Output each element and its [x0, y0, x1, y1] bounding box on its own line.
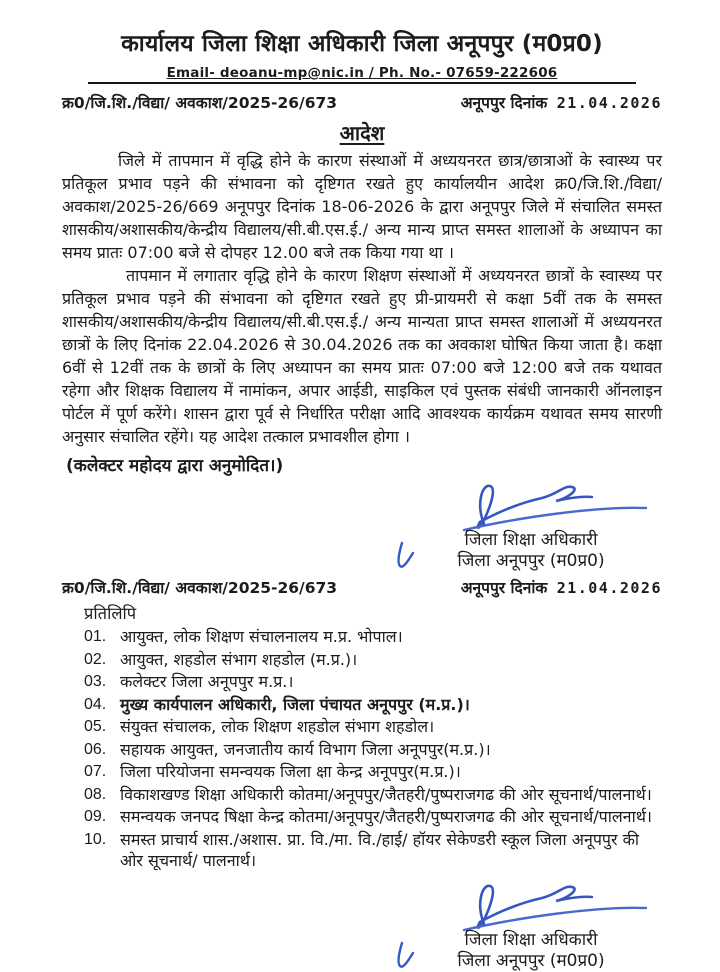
copies-heading: प्रतिलिपि: [84, 604, 137, 623]
collector-approval-note: (कलेक्टर महोदय द्वारा अनुमोदित।): [66, 456, 284, 476]
date-top: 21.04.2026: [556, 94, 662, 112]
place-label-top: अनूपपुर दिनांक: [460, 94, 548, 112]
list-item: [62, 739, 662, 761]
order-heading: आदेश: [339, 121, 385, 145]
order-paragraph-2: तापमान में लगातार वृद्धि होने के कारण शिक्षण संस्थाओं में अध्ययनरत छात्रों के स्वास्थ्य पर प्रतिकूल प्रभाव पड़ने की संभावना को दृष्टिगत रखते हुए प्री-प्रायमरी से कक्षा 5वीं तक के समस्त शासकीय/अशासकीय/केन्द्रीय विद्यालय/सी.बी.एस.ई./ अन्य मान्यता प्राप्त समस्त शालाओं में अध्ययनरत छात्रों के लिए दिनांक 22.04.2026 से 30.04.2026 तक का अवकाश घोषित किया जाता है। कक्षा 6वीं से 12वीं तक के छात्रों के लिए अध्यापन का समय प्रातः 07:00 बजे 12:00 बजे तक यथावत रहेगा और शिक्षक विद्यालय में नामांकन, अपार आईडी, साइकिल एवं पुस्तक संबंधी जानकारी ऑनलाइन पोर्टल में पूर्ण करेंगे। शासन द्वारा पूर्व से निर्धारित परीक्षा आदि आवश्यक कार्यक्रम यथावत समय सारणी अनुसार संचालित रहेंगे। यह आदेश तत्काल प्रभावशील होगा ।: [62, 266, 662, 446]
signatory-office-wrap: [406, 951, 656, 972]
list-item-text: आयुक्त, शहडोल संभाग शहडोल (म.प्र.)।: [120, 649, 358, 669]
place-label-bottom: अनूपपुर दिनांक: [460, 579, 548, 597]
list-item-text: आयुक्त, लोक शिक्षण संचालनालय म.प्र. भोपाल।: [120, 627, 403, 646]
list-item-number: 06.: [84, 740, 107, 758]
list-item: [62, 806, 662, 828]
header-rule: [88, 62, 636, 84]
list-item-text: समस्त प्राचार्य शास./अशास. प्रा. वि./मा. वि./हाई/ हॉयर सेकेण्डरी स्कूल जिला अनूपपुर की ओर सूचनार्थ/ पालनार्थ।: [120, 829, 640, 870]
signatory-office: जिला अनूपपुर (म0प्र0): [457, 950, 605, 971]
list-item: [62, 649, 662, 671]
list-item-number: 02.: [84, 650, 107, 668]
place-date-bottom: [461, 576, 662, 598]
list-item-text: संयुक्त संचालक, लोक शिक्षण शहडोल संभाग शहडोल।: [120, 717, 435, 736]
list-item-number: 10.: [84, 830, 107, 848]
list-item-text: समन्वयक जनपद षिक्षा केन्द्र कोतमा/अनूपपुर/जैतहरी/पुष्पराजगढ की ओर सूचनार्थ/पालनार्थ।: [120, 807, 652, 826]
list-item-number: 07.: [84, 763, 107, 780]
list-item-number: 01.: [84, 628, 107, 645]
list-item-text: कलेक्टर जिला अनूपपुर म.प्र.।: [120, 672, 294, 691]
signatory-office-wrap: [406, 551, 656, 572]
list-item-text: मुख्य कार्यपालन अधिकारी, जिला पंचायत अनूपपुर (म.प्र.)।: [120, 694, 470, 714]
reference-row-bottom: [62, 576, 662, 598]
copies-list: [62, 626, 662, 872]
signature-block-bottom: [406, 878, 656, 972]
list-item: [62, 761, 662, 783]
signatory-office: जिला अनूपपुर (म0प्र0): [457, 551, 605, 571]
list-item-text: विकाशखण्ड शिक्षा अधिकारी कोतमा/अनूपपुर/जैतहरी/पुष्पराजगढ की ओर सूचनार्थ/पालनार्थ।: [120, 784, 652, 804]
contact-line: Email- deoanu-mp@nic.in / Ph. No.- 07659-222606: [166, 65, 558, 81]
date-bottom: 21.04.2026: [556, 579, 662, 597]
list-item-text: सहायक आयुक्त, जनजातीय कार्य विभाग जिला अनूपपुर(म.प्र.)।: [120, 739, 491, 759]
signatory-designation: जिला शिक्षा अधिकारी: [464, 530, 598, 550]
list-item: [62, 716, 662, 738]
list-item: [62, 626, 662, 648]
list-item: [62, 694, 662, 716]
list-item-number: 09.: [84, 808, 107, 825]
reference-number-top: क्र0/जि.शि./विद्या/ अवकाश/2025-26/673: [62, 94, 338, 112]
reference-number-bottom: क्र0/जि.शि./विद्या/ अवकाश/2025-26/673: [62, 579, 338, 597]
signature-scribble-icon: [406, 878, 656, 936]
list-item-text: जिला परियोजना समन्वयक जिला क्षा केन्द्र अनूपपुर(म.प्र.)।: [120, 762, 461, 781]
signature-scribble-icon: [406, 478, 656, 536]
signature-flourish-icon: [392, 941, 416, 971]
reference-row-top: [62, 91, 662, 113]
office-title: कार्यालय जिला शिक्षा अधिकारी जिला अनूपपुर (म0प्र0): [121, 31, 603, 57]
list-item: [62, 784, 662, 806]
signature-flourish-icon: [392, 541, 416, 571]
list-item-number: 03.: [84, 673, 107, 690]
order-paragraph-1: जिले में तापमान में वृद्धि होने के कारण संस्थाओं में अध्ययनरत छात्र/छात्राओं के स्वास्थ्य पर प्रतिकूल प्रभाव पड़ने की संभावना को दृष्टिगत रखते हुए कार्यालयीन आदेश क्र0/जि.शि./विद्या/ अवकाश/2025-26/669 अनूपपुर दिनांक 18-06-2026 के द्वारा अनूपपुर जिले में संचालित समस्त शासकीय/अशासकीय/केन्द्रीय विद्यालय/सी.बी.एस.ई./ अन्य मान्य प्राप्त समस्त शालाओं के अध्यापन का समय प्रातः 07:00 बजे से दोपहर 12.00 बजे तक किया गया था ।: [62, 151, 662, 262]
list-item: [62, 829, 662, 872]
signature-block-top: [406, 478, 656, 572]
order-heading-wrap: [62, 119, 662, 146]
list-item: [62, 671, 662, 693]
signatory-designation: जिला शिक्षा अधिकारी: [464, 929, 598, 950]
place-date-top: [461, 91, 662, 113]
list-item-number: 05.: [84, 718, 107, 735]
list-item-number: 08.: [84, 785, 107, 803]
list-item-number: 04.: [84, 695, 107, 713]
